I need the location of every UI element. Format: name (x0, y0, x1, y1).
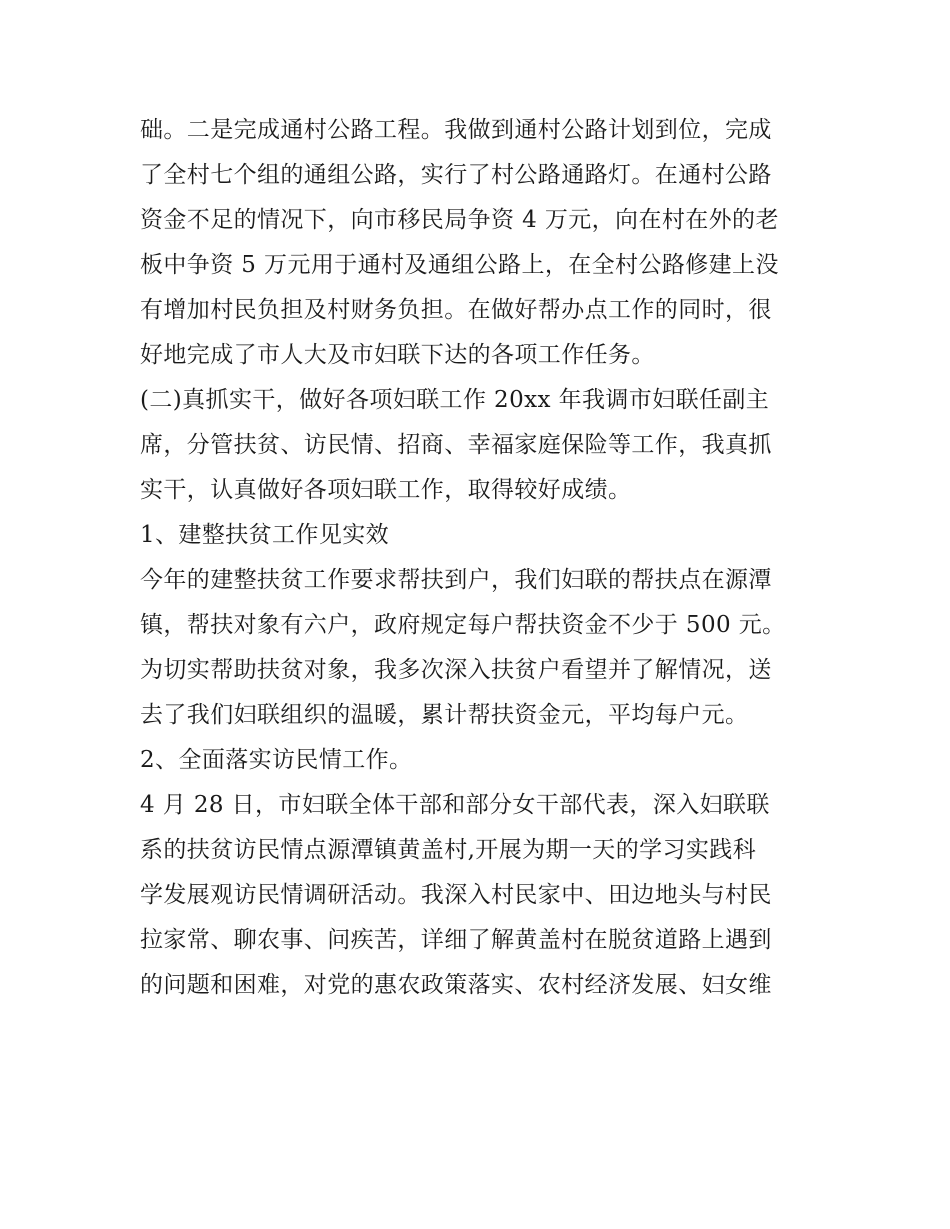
paragraph-line: 学发展观访民情调研活动。我深入村民家中、田边地头与村民 (140, 882, 772, 908)
paragraph-line: 的问题和困难，对党的惠农政策落实、农村经济发展、妇女维 (140, 972, 772, 998)
paragraph-line: 板中争资 5 万元用于通村及通组公路上，在全村公路修建上没 (140, 252, 779, 278)
subsection-heading: 2、全面落实访民情工作。 (140, 747, 413, 773)
section-heading-line: (二)真抓实干，做好各项妇联工作 20xx 年我调市妇联任副主 (140, 387, 770, 413)
paragraph-line: 席，分管扶贫、访民情、招商、幸福家庭保险等工作，我真抓 (140, 432, 772, 458)
paragraph-line: 镇，帮扶对象有六户，政府规定每户帮扶资金不少于 500 元。 (140, 612, 786, 638)
document-body (140, 108, 820, 1008)
paragraph-line: 4 月 28 日，市妇联全体干部和部分女干部代表，深入妇联联 (140, 792, 770, 818)
paragraph-line: 有增加村民负担及村财务负担。在做好帮办点工作的同时，很 (140, 297, 772, 323)
paragraph-line: 去了我们妇联组织的温暖，累计帮扶资金元，平均每户元。 (140, 702, 749, 728)
paragraph-line: 好地完成了市人大及市妇联下达的各项工作任务。 (140, 342, 655, 368)
paragraph-line: 资金不足的情况下，向市移民局争资 4 万元，向在村在外的老 (140, 207, 779, 233)
paragraph-line: 础。二是完成通村公路工程。我做到通村公路计划到位，完成 (140, 117, 772, 143)
paragraph-line: 拉家常、聊农事、问疾苦，详细了解黄盖村在脱贫道路上遇到 (140, 927, 772, 953)
paragraph-line: 了全村七个组的通组公路，实行了村公路通路灯。在通村公路 (140, 162, 772, 188)
paragraph-line: 为切实帮助扶贫对象，我多次深入扶贫户看望并了解情况，送 (140, 657, 772, 683)
paragraph-line: 系的扶贫访民情点源潭镇黄盖村,开展为期一天的学习实践科 (140, 837, 757, 863)
subsection-heading: 1、建整扶贫工作见实效 (140, 522, 390, 548)
paragraph-line: 今年的建整扶贫工作要求帮扶到户，我们妇联的帮扶点在源潭 (140, 567, 772, 593)
paragraph-line: 实干，认真做好各项妇联工作，取得较好成绩。 (140, 477, 632, 503)
